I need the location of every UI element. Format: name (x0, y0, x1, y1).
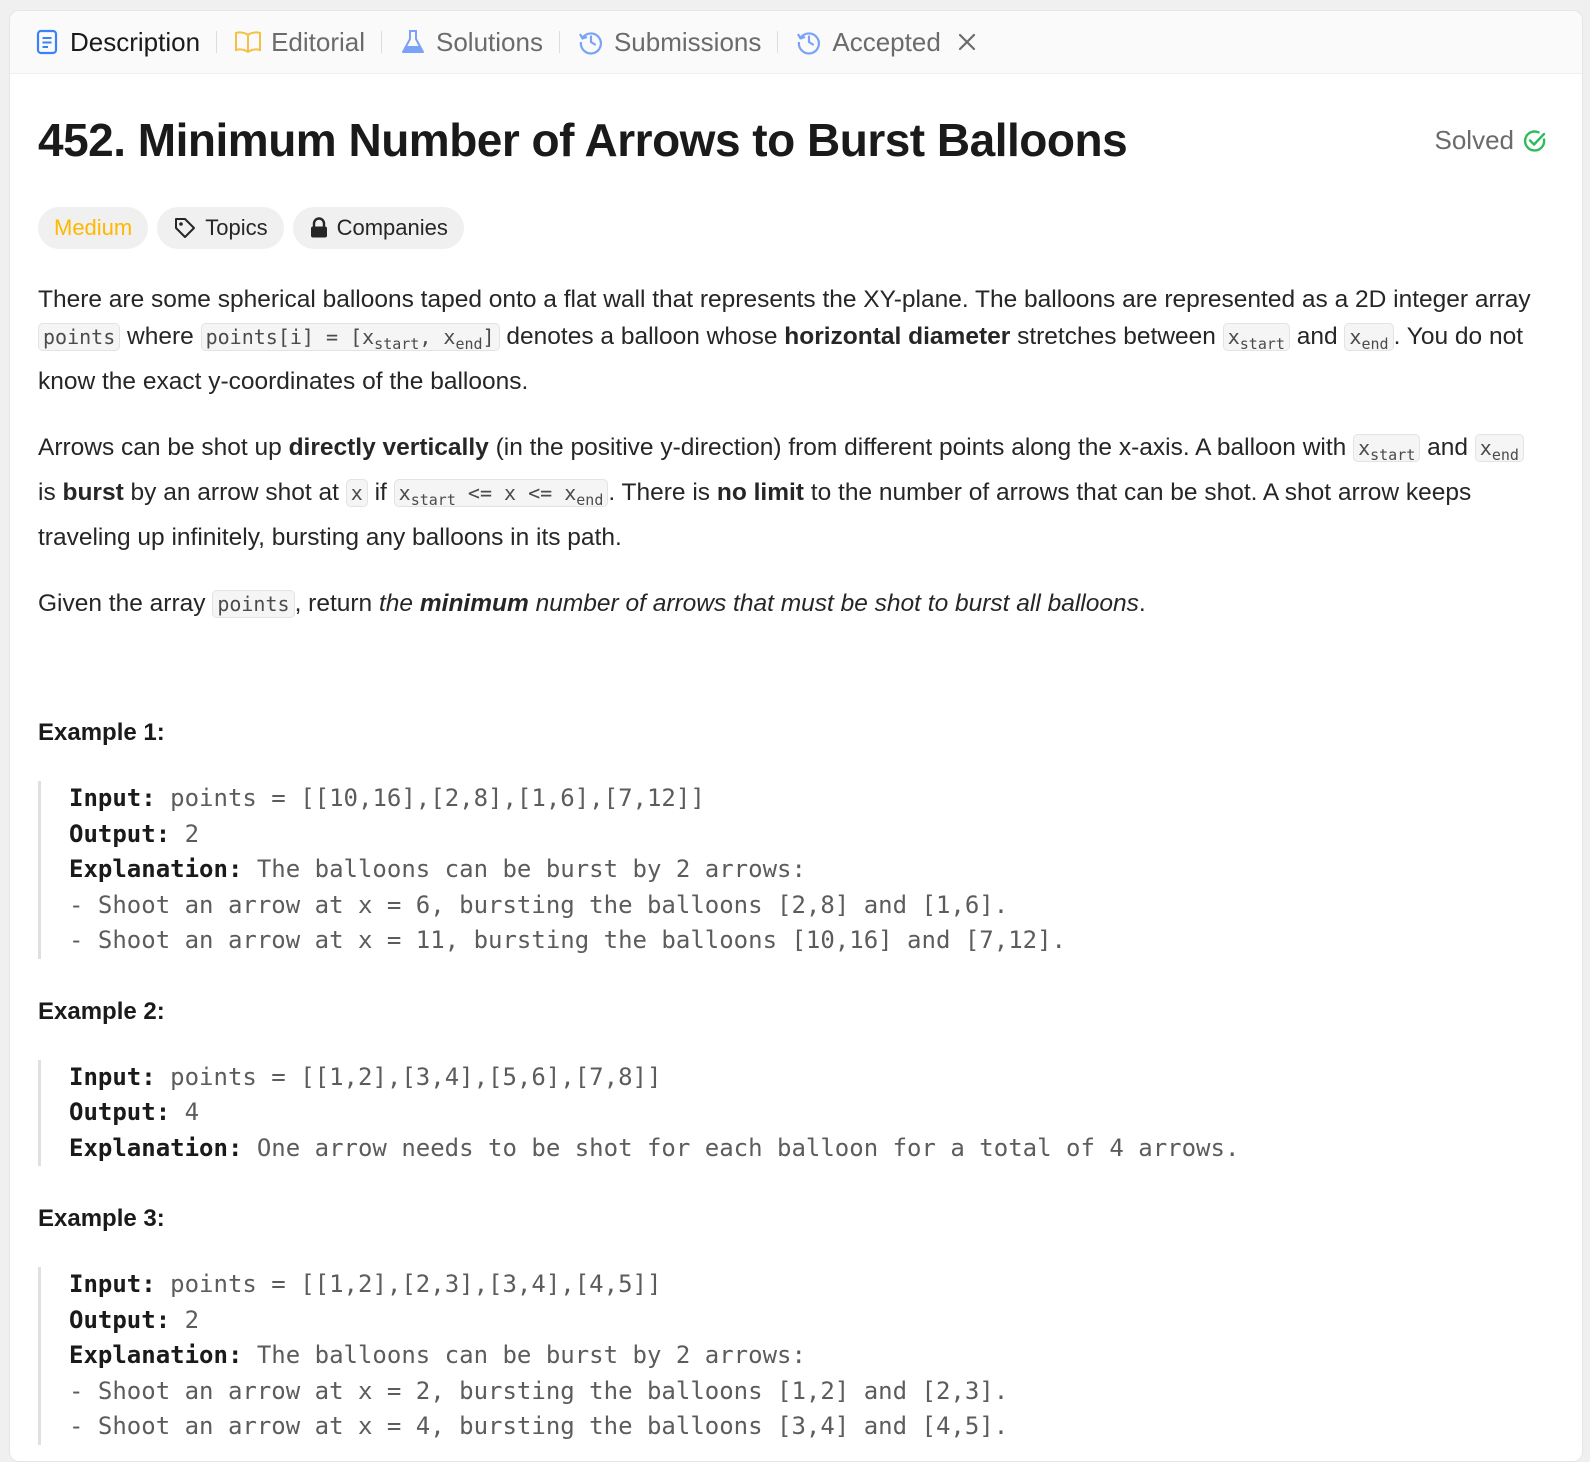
companies-label: Companies (336, 215, 448, 240)
code-subscript: start (1239, 335, 1285, 353)
example-explanation-line: - Shoot an arrow at x = 11, bursting the balloons [10,16] and [7,12]. (69, 926, 1066, 954)
description-paragraph (38, 429, 1548, 556)
tab-solutions[interactable] (398, 11, 543, 73)
inline-code (1475, 434, 1524, 462)
example-explanation-line: - Shoot an arrow at x = 2, bursting the balloons [1,2] and [2,3]. (69, 1376, 1009, 1405)
problem-description (38, 281, 1548, 1445)
tab-bar (10, 11, 1582, 74)
example-block (38, 1060, 1548, 1167)
text: if (367, 479, 394, 506)
value: points = [[1,2],[2,3],[3,4],[4,5]] (155, 1270, 662, 1298)
tab-divider (381, 31, 382, 53)
code-text: points[i] = [x (205, 325, 375, 349)
description-paragraph (38, 281, 1548, 400)
value: 4 (170, 1098, 200, 1126)
label: Output: (69, 1098, 171, 1126)
lock-icon (309, 217, 329, 239)
code-text: x (1227, 325, 1240, 349)
close-icon[interactable] (957, 32, 977, 52)
value: The balloons can be burst by 2 arrows: (242, 855, 806, 883)
page-title[interactable]: 452. Minimum Number of Arrows to Burst Balloons (38, 114, 1128, 166)
bold-text: burst (62, 479, 124, 506)
text: by an arrow shot at (123, 479, 346, 506)
tab-editorial[interactable] (233, 11, 365, 73)
inline-code (394, 479, 609, 507)
example-title: Example 1: (38, 719, 165, 746)
code-text: ] (482, 325, 495, 349)
code-text: x (1358, 436, 1371, 460)
title-row (38, 73, 1548, 203)
label: Explanation: (69, 1133, 243, 1162)
label: Input: (69, 784, 156, 812)
example-input (69, 781, 1548, 817)
text: number of arrows that must be shot to burst all balloons (528, 590, 1139, 617)
tab-accepted[interactable] (794, 11, 976, 73)
bold-text: horizontal diameter (784, 323, 1011, 350)
example-output (69, 1095, 1548, 1131)
text: (in the positive y-direction) from different points along the x-axis. A balloon with (488, 434, 1354, 461)
code-text: x (1479, 436, 1492, 460)
value: points = [[1,2],[3,4],[5,6],[7,8]] (155, 1062, 662, 1091)
text: the (379, 590, 420, 617)
inline-code (1223, 323, 1290, 351)
bold-text: minimum (419, 590, 529, 617)
inline-code (201, 323, 500, 351)
example-explanation (69, 1338, 1548, 1374)
code-text: , x (419, 325, 456, 349)
description-icon (32, 27, 62, 57)
difficulty-badge: Medium (38, 207, 148, 249)
example-title: Example 3: (38, 1205, 165, 1232)
example-block (38, 1267, 1548, 1445)
text: Arrows can be shot up (38, 434, 289, 461)
topics-button[interactable] (157, 207, 283, 249)
book-icon (233, 27, 263, 57)
example-input (69, 1060, 1548, 1096)
history-icon (576, 27, 606, 57)
text: and (1289, 323, 1345, 350)
code-subscript: start (410, 491, 456, 509)
text: . (1138, 590, 1146, 617)
label: Output: (69, 1305, 171, 1334)
example-explanation-line: - Shoot an arrow at x = 6, bursting the balloons [2,8] and [1,6]. (69, 890, 1009, 919)
label: Input: (69, 1062, 156, 1091)
companies-button[interactable] (293, 207, 464, 249)
code-subscript: start (1370, 446, 1416, 464)
example-explanation (69, 1131, 1548, 1167)
text: to the number of arrows that can be shot. A shot arrow keeps traveling up infinitely, bursting any balloons in its path. (38, 479, 1472, 551)
tab-label: Submissions (613, 26, 762, 57)
tab-divider (777, 31, 778, 53)
example-output (69, 817, 1548, 853)
topics-label: Topics (205, 215, 268, 240)
code-text: x (398, 481, 411, 505)
text: . There is (608, 479, 717, 506)
code-subscript: end (576, 491, 604, 509)
code-text: <= x <= x (455, 481, 577, 505)
inline-code: x (346, 479, 368, 507)
tab-submissions[interactable] (576, 11, 761, 73)
inline-code: points (212, 590, 294, 618)
example-title: Example 2: (38, 997, 165, 1025)
text: denotes a balloon whose (499, 323, 785, 350)
code-subscript: end (1491, 446, 1519, 464)
description-paragraph (38, 585, 1548, 623)
tab-divider (216, 31, 217, 53)
value: points = [[10,16],[2,8],[1,6],[7,12]] (155, 784, 705, 812)
text: . You do not know the exact y-coordinates of the balloons. (38, 323, 1524, 395)
text: stretches between (1010, 323, 1223, 350)
example-input (69, 1267, 1548, 1303)
label: Explanation: (69, 1341, 243, 1369)
italic-text (379, 590, 1139, 617)
bold-text: no limit (716, 479, 804, 506)
tab-description[interactable] (32, 11, 200, 73)
example-explanation (69, 852, 1548, 888)
problem-panel (9, 10, 1583, 1462)
value: 2 (170, 819, 200, 848)
flask-icon (398, 27, 428, 57)
text: and (1420, 434, 1475, 461)
solved-status (1435, 125, 1549, 156)
tag-row (38, 207, 1548, 249)
text: where (120, 323, 201, 350)
text: Given the array (38, 590, 213, 617)
history-icon (794, 27, 824, 57)
check-circle-icon (1522, 128, 1548, 154)
solved-label: Solved (1434, 125, 1514, 155)
text: , return (294, 590, 379, 617)
value: 2 (170, 1305, 200, 1334)
tab-label: Editorial (271, 26, 365, 57)
text: is (38, 479, 63, 506)
tab-divider (559, 31, 560, 53)
tab-label: Accepted (832, 26, 941, 57)
label: Explanation: (69, 855, 243, 883)
code-subscript: end (455, 335, 483, 353)
tab-label: Solutions (436, 26, 543, 57)
value: One arrow needs to be shot for each balloon for a total of 4 arrows. (242, 1133, 1240, 1162)
example-block (38, 781, 1548, 959)
example-explanation-line: - Shoot an arrow at x = 4, bursting the balloons [3,4] and [4,5]. (69, 1412, 1009, 1440)
label: Input: (69, 1270, 156, 1298)
problem-content (38, 73, 1548, 1462)
label: Output: (69, 819, 171, 848)
value: The balloons can be burst by 2 arrows: (242, 1341, 806, 1369)
tab-label: Description (70, 26, 201, 57)
tag-icon (173, 216, 197, 240)
code-subscript: start (374, 335, 420, 353)
bold-text: directly vertically (288, 434, 489, 461)
spacer (38, 652, 1548, 714)
inline-code (1353, 434, 1420, 462)
example-output (69, 1303, 1548, 1339)
text: There are some spherical balloons taped onto a flat wall that represents the XY-plane. The balloons are represented as a 2D integer array (38, 286, 1531, 313)
inline-code (1344, 323, 1393, 351)
inline-code: points (38, 323, 120, 351)
code-subscript: end (1361, 335, 1389, 353)
code-text: x (1349, 325, 1362, 349)
